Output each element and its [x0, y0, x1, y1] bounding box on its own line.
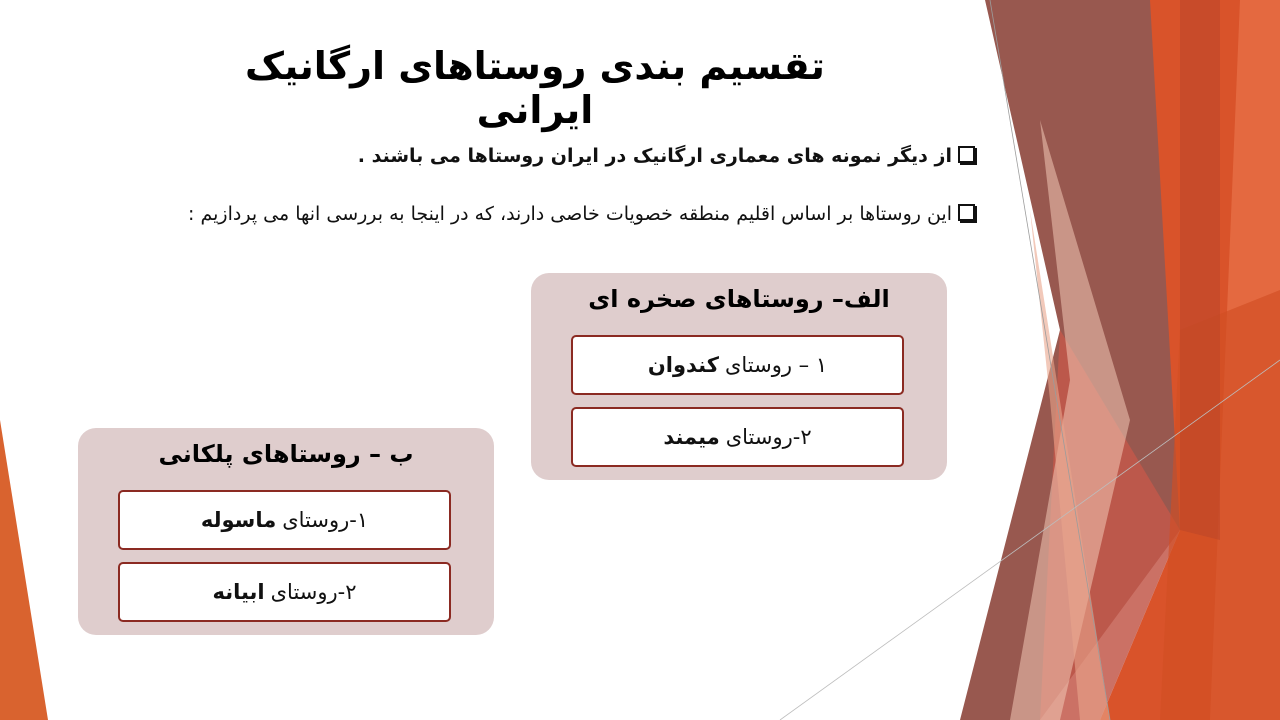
group-title: الف– روستاهای صخره ای	[588, 285, 890, 313]
bullet-text: این روستاها بر اساس اقلیم منطقه خصویات خاصی دارند، که در اینجا به بررسی انها می پردازیم :	[188, 203, 952, 225]
slide-title: تقسیم بندی روستاهای ارگانیک ایرانی	[245, 44, 825, 132]
bullet-item	[188, 203, 975, 225]
checkbox-bullet-icon	[958, 204, 975, 221]
village-item	[118, 562, 451, 622]
village-prefix: ۲-روستای	[270, 580, 357, 604]
group-terraced-villages	[78, 428, 494, 635]
group-title: ب – روستاهای پلکانی	[158, 440, 414, 468]
village-name: کندوان	[647, 353, 719, 377]
village-name: میمند	[663, 425, 720, 449]
village-name: ابیانه	[212, 580, 265, 604]
village-prefix: ۱ – روستای	[724, 353, 828, 377]
village-prefix: ۲-روستای	[725, 425, 812, 449]
village-item	[571, 407, 904, 467]
bg-facet	[0, 420, 48, 720]
village-prefix: ۱-روستای	[282, 508, 369, 532]
village-name: ماسوله	[200, 508, 277, 532]
bullet-text: از دیگر نمونه های معماری ارگانیک در ایران روستاها می باشند .	[357, 145, 952, 167]
group-rocky-villages	[531, 273, 947, 480]
village-item	[118, 490, 451, 550]
bullet-item	[358, 145, 975, 167]
bg-facet	[1180, 0, 1220, 540]
checkbox-bullet-icon	[958, 146, 975, 163]
village-item	[571, 335, 904, 395]
